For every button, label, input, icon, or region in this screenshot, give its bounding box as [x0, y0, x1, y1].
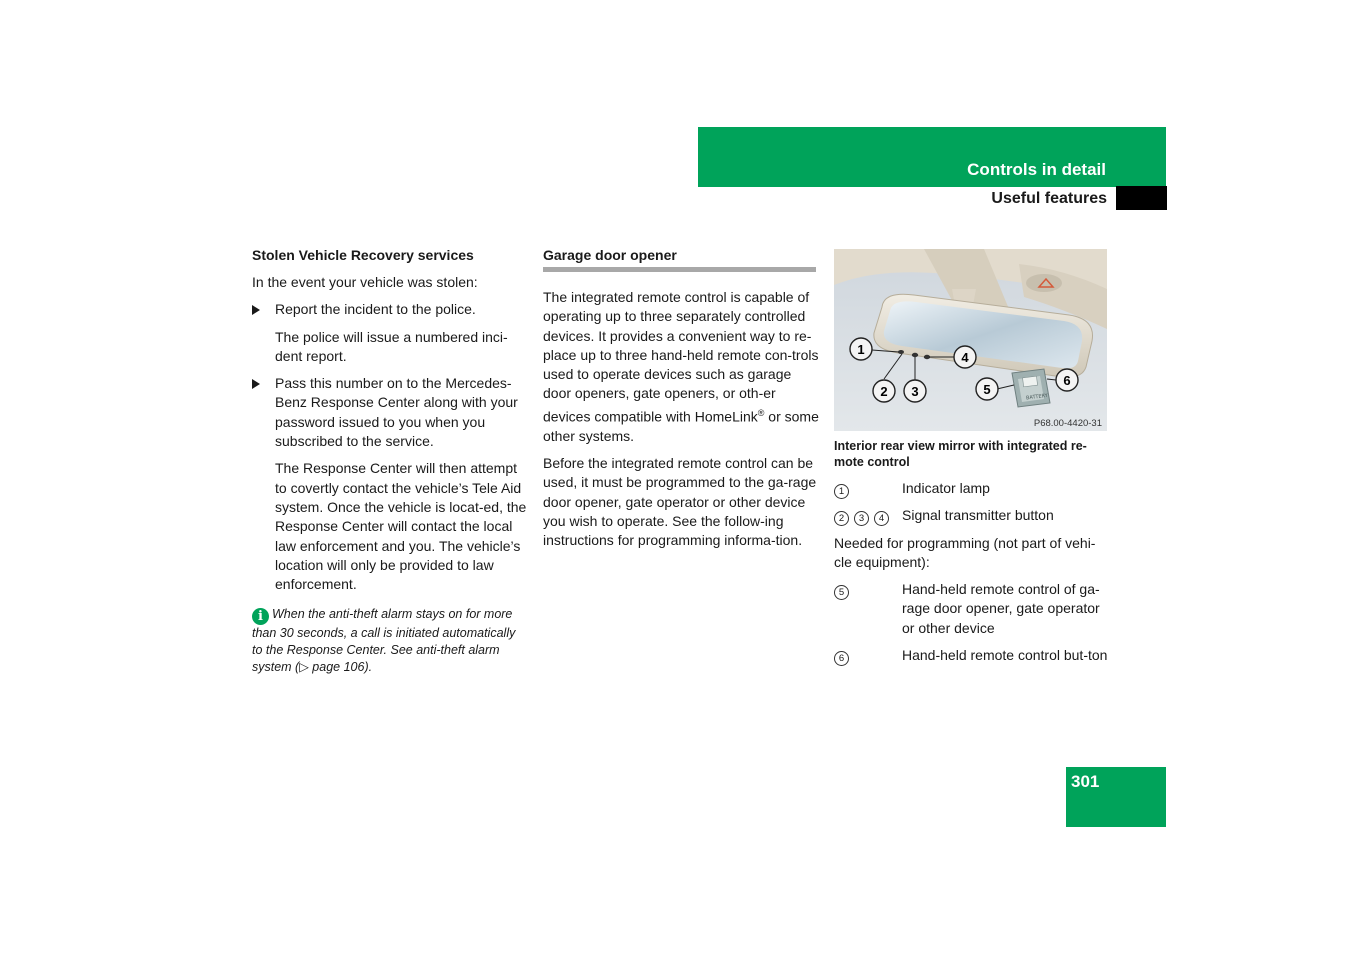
heading-rule [543, 267, 816, 272]
info-icon: i [252, 608, 269, 625]
subsection-title: Useful features [991, 190, 1107, 207]
garage-door-heading: Garage door opener [543, 247, 677, 263]
callout-4: 4 [961, 350, 969, 365]
stolen-intro: In the event your vehicle was stolen: [252, 274, 478, 290]
legend-text-2: Signal transmitter button [902, 507, 1054, 524]
legend-item-6: 6 Hand-held remote control but-ton [834, 646, 1108, 665]
remote-label: BATTERY [1025, 392, 1049, 402]
step-report-police: Report the incident to the police. [252, 300, 527, 319]
mirror-figure [834, 249, 1107, 431]
step-report-result: The police will issue a numbered inci-dent report. [275, 328, 508, 364]
page-number-box [1066, 767, 1166, 827]
column-stolen-vehicle [252, 246, 527, 676]
legend-item-2: 2 3 4 Signal transmitter button [834, 506, 1108, 525]
column-figure [834, 249, 1108, 673]
legend-text-1: Indicator lamp [902, 480, 990, 496]
bullet-triangle-icon [252, 305, 260, 315]
figure-code: P68.00-4420-31 [1033, 418, 1102, 429]
mirror-illustration [834, 249, 1107, 431]
stolen-vehicle-heading: Stolen Vehicle Recovery services [252, 247, 474, 263]
legend-text-5: Hand-held remote control of ga-rage door opener, gate operator or other device [902, 581, 1100, 636]
callout-3: 3 [911, 384, 919, 399]
figure-caption: Interior rear view mirror with integrated re-mote control [834, 439, 1087, 469]
callout-6: 6 [1063, 373, 1071, 388]
legend-item-5: 5 Hand-held remote control of ga-rage door opener, gate operator or other device [834, 580, 1108, 638]
garage-para-2: Before the integrated remote control can be used, it must be programmed to the ga-rage door opener, gate operator or other device you wish to operate. See the follow-ing instructions for programming informa-tion. [543, 455, 817, 549]
section-title: Controls in detail [967, 160, 1106, 179]
garage-para-1: The integrated remote control is capable of operating up to three separately controlled devices. It provides a convenient way to re-place up to three hand-held remote con-trols used to operate devices such as garage door openers, gate openers, or oth-er devices compatible with HomeLink® or some other systems. [543, 289, 819, 444]
legend-item-1 [834, 479, 1108, 498]
bullet-triangle-icon [252, 379, 260, 389]
page-number: 301 [1071, 772, 1100, 791]
legend-num-1: 1 [834, 484, 849, 499]
info-note-text: When the anti-theft alarm stays on for more than 30 seconds, a call is initiated automatically to the Response Center. See anti-theft alarm system (▷ page 106). [252, 607, 516, 675]
legend-text-6: Hand-held remote control but-ton [902, 647, 1108, 664]
callout-1: 1 [857, 342, 865, 357]
step-pass-result: The Response Center will then attempt to covertly contact the vehicle’s Tele Aid system. Once the vehicle is locat-ed, the Response Center will contact the local law enforcement and you. The vehicle’s location will only be provided to law enforcement. [275, 460, 527, 593]
column-garage-door [543, 246, 819, 559]
step-pass-number: Pass this number on to the Mercedes-Benz Response Center along with your password issued to you when you subscribed to the service. [252, 374, 527, 451]
callout-5: 5 [983, 382, 991, 397]
header-marker [1116, 186, 1167, 210]
callout-2: 2 [880, 384, 888, 399]
info-note [252, 606, 527, 675]
header-band [698, 127, 1166, 187]
legend-needed: Needed for programming (not part of vehi-cle equipment): [834, 534, 1096, 570]
